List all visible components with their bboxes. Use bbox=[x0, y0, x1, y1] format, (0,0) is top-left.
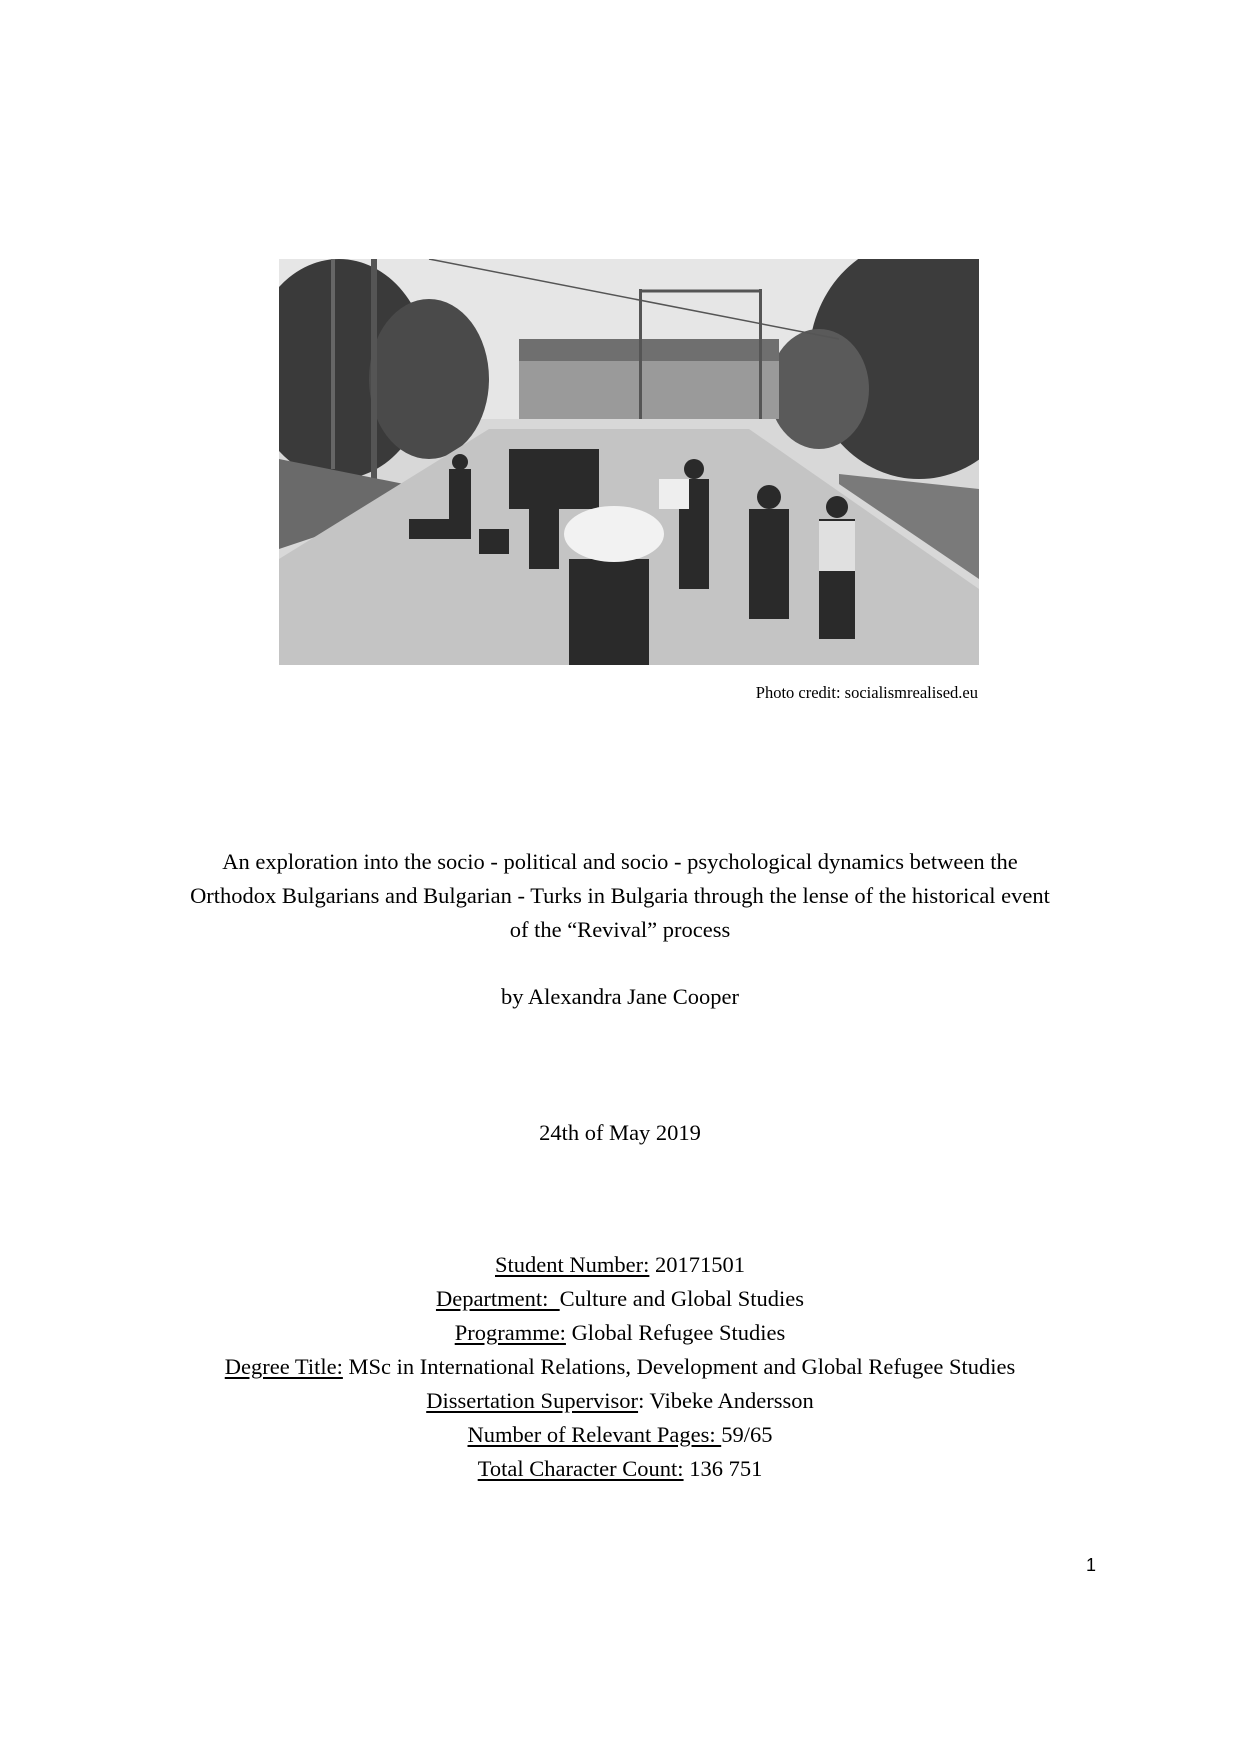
field-label: Dissertation Supervisor bbox=[426, 1388, 639, 1413]
field-relevant-pages bbox=[0, 1418, 1240, 1452]
submission-date: 24th of May 2019 bbox=[539, 1120, 701, 1145]
field-label: Department: bbox=[435, 1286, 560, 1311]
field-supervisor: Dissertation Supervisor: Vibeke Andersson bbox=[426, 1388, 814, 1413]
field-label: Total Character Count: bbox=[477, 1456, 684, 1481]
field-value: MSc in International Relations, Development and Global Refugee Studies bbox=[348, 1354, 1016, 1379]
field-label: Number of Relevant Pages: bbox=[467, 1422, 722, 1447]
field-value: Global Refugee Studies bbox=[571, 1320, 786, 1345]
field-programme bbox=[0, 1316, 1240, 1350]
cover-photo bbox=[279, 259, 979, 665]
title-line: An exploration into the socio - political and socio - psychological dynamics between the bbox=[222, 849, 1018, 874]
author-byline: by Alexandra Jane Cooper bbox=[500, 984, 740, 1009]
field-value: 20171501 bbox=[654, 1252, 745, 1277]
submission-details bbox=[0, 1248, 1240, 1486]
field-department bbox=[0, 1282, 1240, 1316]
title-line: of the “Revival” process bbox=[509, 917, 731, 942]
field-value: 59/65 bbox=[721, 1422, 773, 1447]
field-character-count bbox=[0, 1452, 1240, 1486]
field-value: Culture and Global Studies bbox=[559, 1286, 805, 1311]
field-label: Student Number: bbox=[495, 1252, 650, 1277]
page-number: 1 bbox=[1086, 1555, 1097, 1575]
field-label: Degree Title: bbox=[224, 1354, 343, 1379]
field-value: 136 751 bbox=[689, 1456, 763, 1481]
title-line: Orthodox Bulgarians and Bulgarian - Turks in Bulgaria through the lense of the historical event bbox=[190, 883, 1050, 908]
field-student-number bbox=[0, 1248, 1240, 1282]
field-degree-title bbox=[0, 1350, 1240, 1384]
field-label: Programme: bbox=[454, 1320, 566, 1345]
field-value: Vibeke Andersson bbox=[649, 1388, 814, 1413]
document-title bbox=[0, 845, 1240, 947]
photo-credit: Photo credit: socialismrealised.eu bbox=[755, 683, 978, 702]
